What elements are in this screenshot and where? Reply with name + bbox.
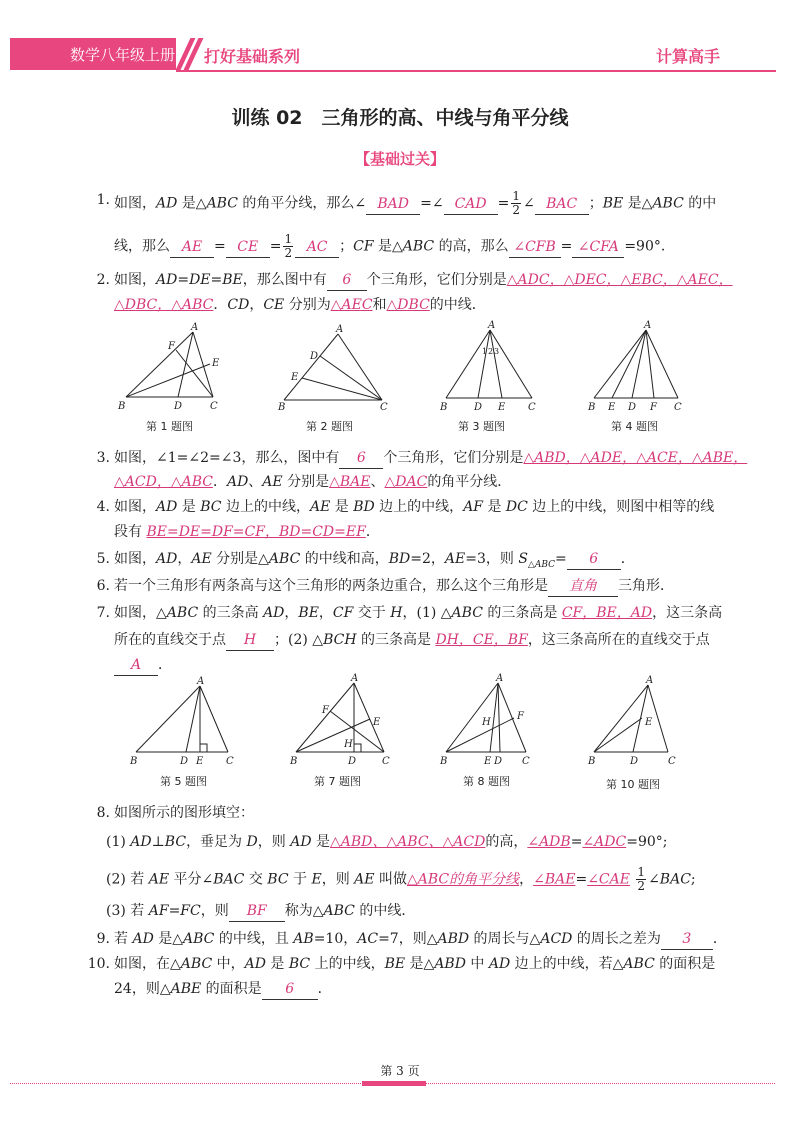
svg-text:F: F — [650, 402, 657, 413]
svg-text:C: C — [380, 402, 388, 413]
svg-text:F: F — [517, 711, 524, 722]
series-title: 打好基础系列 — [204, 47, 301, 66]
svg-text:A: A — [191, 322, 199, 333]
svg-text:D: D — [180, 756, 189, 767]
answer-blank: 6 — [567, 549, 621, 570]
figure-caption: 第 10 题图 — [606, 778, 660, 791]
svg-text:3: 3 — [494, 347, 500, 356]
svg-text:B: B — [588, 402, 596, 413]
svg-text:E: E — [212, 358, 220, 369]
figure-caption: 第 8 题图 — [463, 775, 510, 788]
svg-text:C: C — [382, 756, 390, 767]
svg-text:E: E — [484, 756, 492, 767]
figure-3 — [440, 320, 540, 412]
figure-10 — [588, 675, 688, 770]
figure-7 — [290, 675, 400, 770]
figure-caption: 第 7 题图 — [314, 775, 361, 788]
answer-blank: 6 — [262, 979, 318, 1000]
svg-text:D: D — [348, 756, 357, 767]
figure-5 — [130, 676, 240, 770]
svg-text:C: C — [210, 401, 218, 412]
answer-blank: ∠CFB — [509, 237, 561, 258]
figure-1 — [118, 322, 228, 414]
answer-blank: CAD — [444, 194, 498, 215]
answer-text: △ABD，△ADE，△ACE，△ABE， — [523, 450, 748, 466]
figure-caption: 第 2 题图 — [306, 420, 353, 433]
answer-text: ∠ADB — [527, 834, 571, 850]
svg-text:E: E — [373, 717, 381, 728]
svg-text:D: D — [628, 402, 637, 413]
svg-text:H: H — [344, 739, 353, 750]
answer-text: △ABD、△ABC、△ACD — [330, 834, 486, 850]
svg-text:C: C — [528, 402, 536, 413]
svg-text:E: E — [645, 717, 653, 728]
svg-text:B: B — [130, 756, 138, 767]
svg-text:E: E — [608, 402, 616, 413]
figure-caption: 第 4 题图 — [611, 420, 658, 433]
answer-text: ∠BAE — [533, 871, 576, 888]
figure-caption: 第 3 题图 — [458, 420, 505, 433]
svg-text:D: D — [310, 351, 319, 362]
figure-caption: 第 5 题图 — [160, 775, 207, 788]
header-rule — [176, 70, 776, 72]
svg-text:B: B — [588, 756, 596, 767]
svg-text:A: A — [351, 673, 359, 684]
figure-2 — [278, 322, 393, 414]
header-right-title: 计算高手 — [656, 47, 721, 66]
svg-text:A: A — [197, 676, 205, 687]
svg-text:A: A — [488, 320, 496, 331]
svg-text:H: H — [482, 717, 491, 728]
answer-text: ∠ADC — [582, 834, 627, 850]
svg-text:F: F — [322, 705, 329, 716]
answer-text: △DAC — [384, 474, 428, 490]
svg-text:2: 2 — [488, 347, 494, 356]
answer-blank: 6 — [327, 270, 367, 291]
answer-blank: 6 — [339, 448, 383, 469]
svg-text:E: E — [498, 402, 506, 413]
svg-text:1: 1 — [482, 347, 488, 356]
answer-blank: AE — [170, 237, 214, 258]
header-tab — [10, 38, 176, 70]
svg-text:B: B — [278, 402, 286, 413]
svg-text:D: D — [630, 756, 639, 767]
answer-text: △ADC，△DEC，△EBC，△AEC， — [506, 272, 733, 288]
answer-blank: ∠CFA — [572, 237, 624, 258]
svg-text:B: B — [440, 402, 448, 413]
answer-text: ∠CAE — [587, 871, 630, 888]
answer-blank: 直角 — [548, 576, 618, 597]
answer-text: DH，CE，BF — [435, 632, 528, 648]
svg-text:D: D — [494, 756, 503, 767]
figure-caption: 第 1 题图 — [146, 420, 193, 433]
svg-text:A: A — [336, 324, 344, 335]
svg-text:A: A — [644, 320, 652, 331]
answer-text: △BAE — [329, 474, 371, 490]
answer-text: CF，BE，AD — [561, 605, 653, 621]
answer-text: △DBC，△ABC — [114, 297, 214, 313]
svg-text:E: E — [291, 372, 299, 383]
footer-bar — [362, 1081, 426, 1086]
book-title: 数学八年级上册 — [70, 46, 176, 64]
answer-blank: BAD — [366, 194, 420, 215]
svg-text:B: B — [118, 401, 126, 412]
answer-blank: AC — [295, 237, 339, 258]
svg-text:B: B — [440, 756, 448, 767]
answer-blank: H — [226, 630, 274, 651]
answer-blank: CE — [226, 237, 270, 258]
answer-blank: 3 — [661, 929, 713, 950]
answer-text: △ABC的角平分线 — [406, 871, 520, 888]
figure-8 — [440, 675, 550, 770]
svg-text:C: C — [674, 402, 682, 413]
section-title: 【基础过关】 — [354, 150, 445, 168]
answer-text: △DBC — [386, 297, 430, 313]
answer-text: △AEC — [330, 297, 373, 313]
svg-text:D: D — [474, 402, 483, 413]
svg-text:D: D — [174, 401, 183, 412]
page-number: 第 3 页 — [380, 1064, 420, 1078]
svg-text:C: C — [226, 756, 234, 767]
svg-text:C: C — [522, 756, 530, 767]
answer-blank: BF — [229, 901, 285, 922]
answer-text: △ACD，△ABC — [114, 474, 213, 490]
svg-text:E: E — [196, 756, 204, 767]
answer-blank: A — [114, 655, 158, 676]
figure-4 — [588, 320, 688, 412]
answer-blank: BAC — [535, 194, 589, 215]
svg-text:F: F — [168, 341, 175, 352]
svg-text:A: A — [646, 675, 654, 686]
page-title: 训练 02 三角形的高、中线与角平分线 — [231, 107, 569, 129]
svg-text:C: C — [668, 756, 676, 767]
answer-text: BE=DE=DF=CF，BD=CD=EF — [146, 524, 366, 540]
svg-text:A: A — [496, 673, 504, 684]
svg-text:B: B — [290, 756, 298, 767]
